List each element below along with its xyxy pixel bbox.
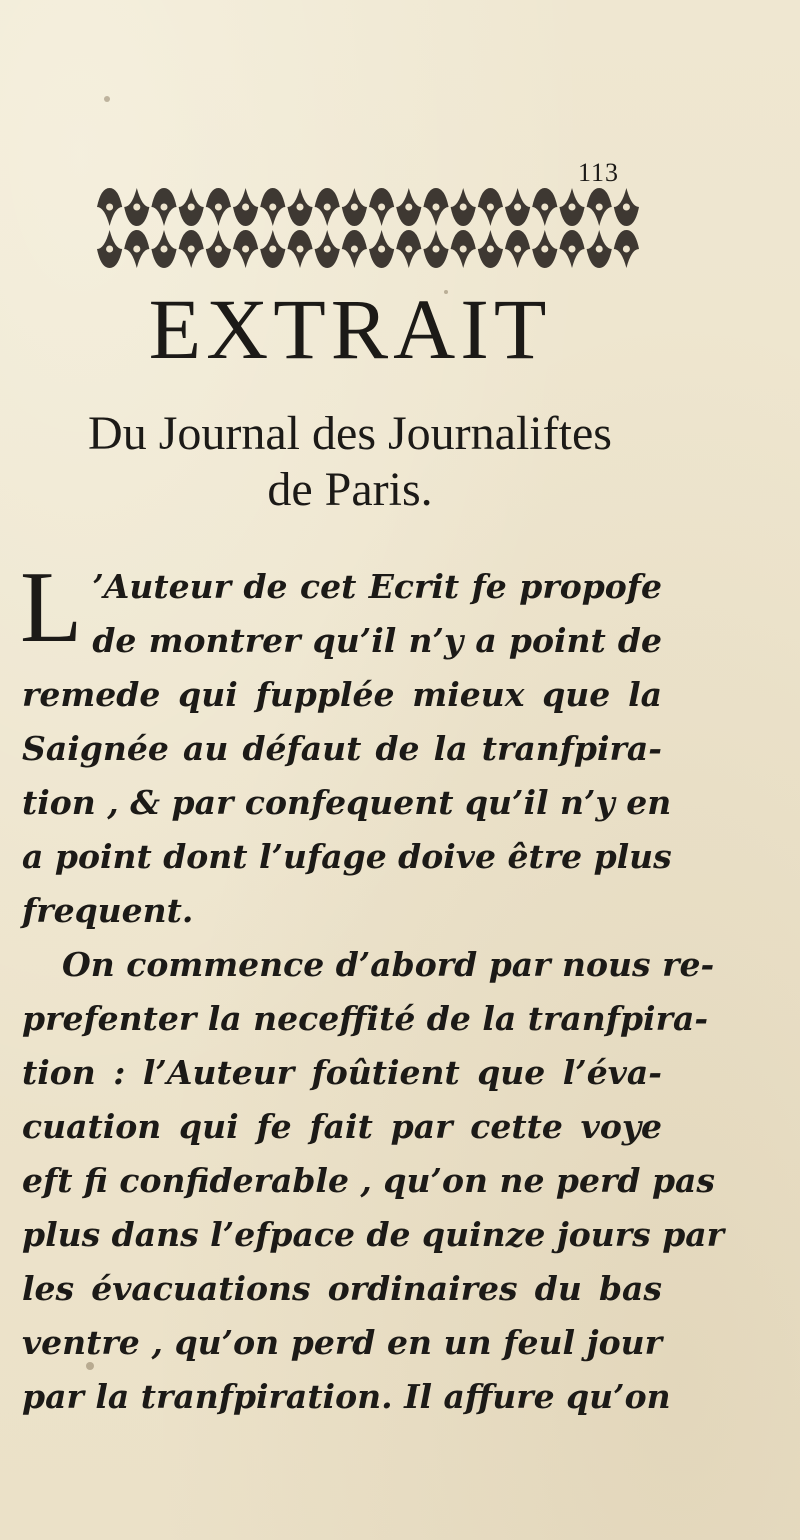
subtitle-line-2: de Paris. [267, 463, 433, 516]
body-line: Saignée au défaut de la tranfpira- [22, 729, 662, 768]
body-line: plus dans l’efpace de quinze jours par [22, 1215, 725, 1254]
body-line: de montrer qu’il n’y a point de [92, 621, 662, 660]
paper-speck [104, 96, 110, 102]
body-line: prefenter la neceffité de la tranfpira- [22, 999, 709, 1038]
body-line: tion , & par confequent qu’il n’y en [22, 783, 672, 822]
page-title: EXTRAIT [148, 281, 552, 377]
body-line: ventre , qu’on perd en un feul jour [22, 1323, 662, 1362]
body-text [20, 551, 725, 1424]
body-line: frequent. [22, 891, 194, 930]
body-line: a point dont l’ufage doive être plus [22, 837, 672, 876]
body-line: On commence d’abord par nous re- [62, 945, 715, 984]
subtitle-line-1: Du Journal des Journaliftes [88, 407, 612, 460]
drop-cap: L [20, 551, 83, 664]
body-line: ’Auteur de cet Ecrit fe propofe [92, 567, 662, 606]
body-line: par la tranfpiration. Il affure qu’on [22, 1377, 671, 1416]
body-line: eft fi confiderable , qu’on ne perd pas [22, 1161, 715, 1200]
ornamental-headband-icon [96, 186, 640, 270]
page-number: 113 [578, 158, 620, 187]
body-line: cuation qui fe fait par cette voye [22, 1107, 662, 1146]
body-line: les évacuations ordinaires du bas [22, 1269, 662, 1308]
body-line: remede qui fupplée mieux que la [22, 675, 662, 714]
body-line: tion : l’Auteur foûtient que l’éva- [22, 1053, 662, 1092]
